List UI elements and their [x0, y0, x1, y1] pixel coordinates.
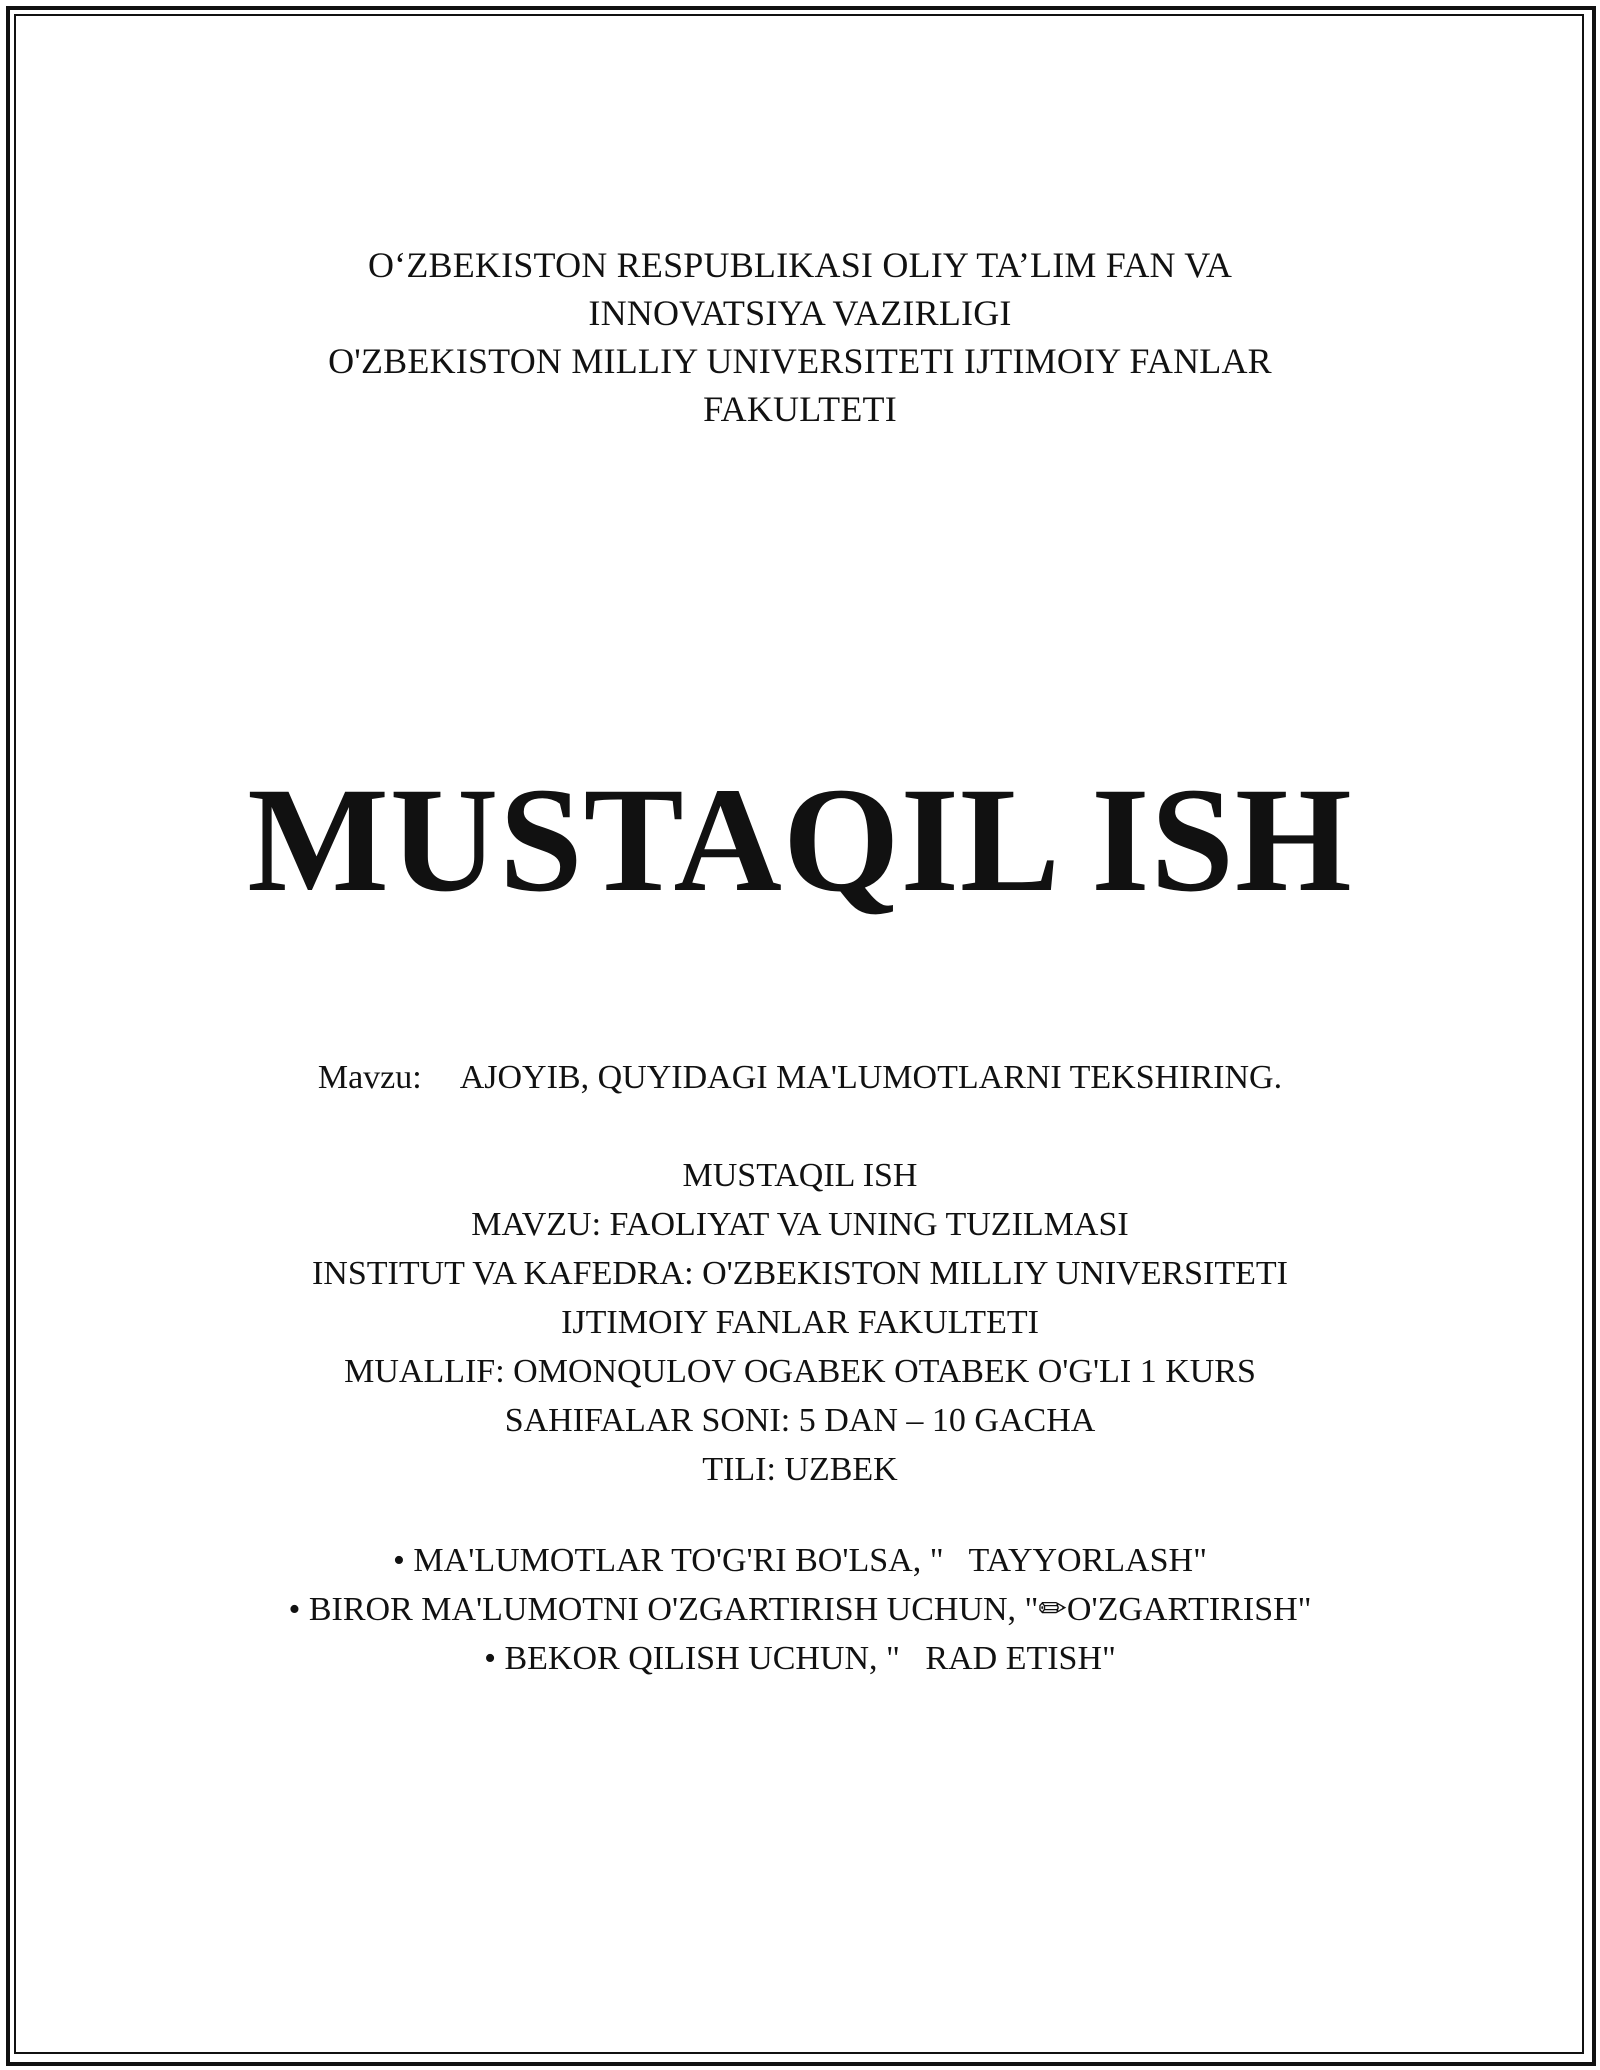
- instruction-item: • MA'LUMOTLAR TO'G'RI BO'LSA, " TAYYORLASH": [393, 1542, 1207, 1579]
- detail-line: MAVZU: FAOLIYAT VA UNING TUZILMASI: [471, 1206, 1129, 1243]
- page-title: MUSTAQIL ISH: [247, 757, 1353, 923]
- topic-label: Mavzu:: [317, 1059, 422, 1096]
- header-line: O'ZBEKISTON MILLIY UNIVERSITETI IJTIMOIY FANLAR: [328, 341, 1272, 381]
- instruction-item: • BEKOR QILISH UCHUN, " RAD ETISH": [484, 1640, 1116, 1677]
- detail-line: MUSTAQIL ISH: [682, 1157, 918, 1194]
- topic-value: AJOYIB, QUYIDAGI MA'LUMOTLARNI TEKSHIRING.: [459, 1059, 1283, 1096]
- work-details: [0, 1151, 1600, 1494]
- institution-header: [0, 241, 1600, 433]
- header-line: O‘ZBEKISTON RESPUBLIKASI OLIY TA’LIM FAN VA: [367, 245, 1233, 285]
- detail-line: SAHIFALAR SONI: 5 DAN – 10 GACHA: [504, 1402, 1096, 1439]
- detail-line: MUALLIF: OMONQULOV OGABEK OTABEK O'G'LI 1 KURS: [344, 1353, 1256, 1390]
- detail-line: TILI: UZBEK: [702, 1451, 898, 1488]
- detail-line: INSTITUT VA KAFEDRA: O'ZBEKISTON MILLIY UNIVERSITETI: [311, 1255, 1289, 1292]
- header-line: FAKULTETI: [703, 389, 897, 429]
- instructions-list: [0, 1536, 1600, 1683]
- detail-line: IJTIMOIY FANLAR FAKULTETI: [561, 1304, 1039, 1341]
- header-line: INNOVATSIYA VAZIRLIGI: [588, 293, 1012, 333]
- instruction-item: • BIROR MA'LUMOTNI O'ZGARTIRISH UCHUN, "✏O'ZGARTIRISH": [288, 1591, 1312, 1628]
- topic-line: [0, 1054, 1600, 1102]
